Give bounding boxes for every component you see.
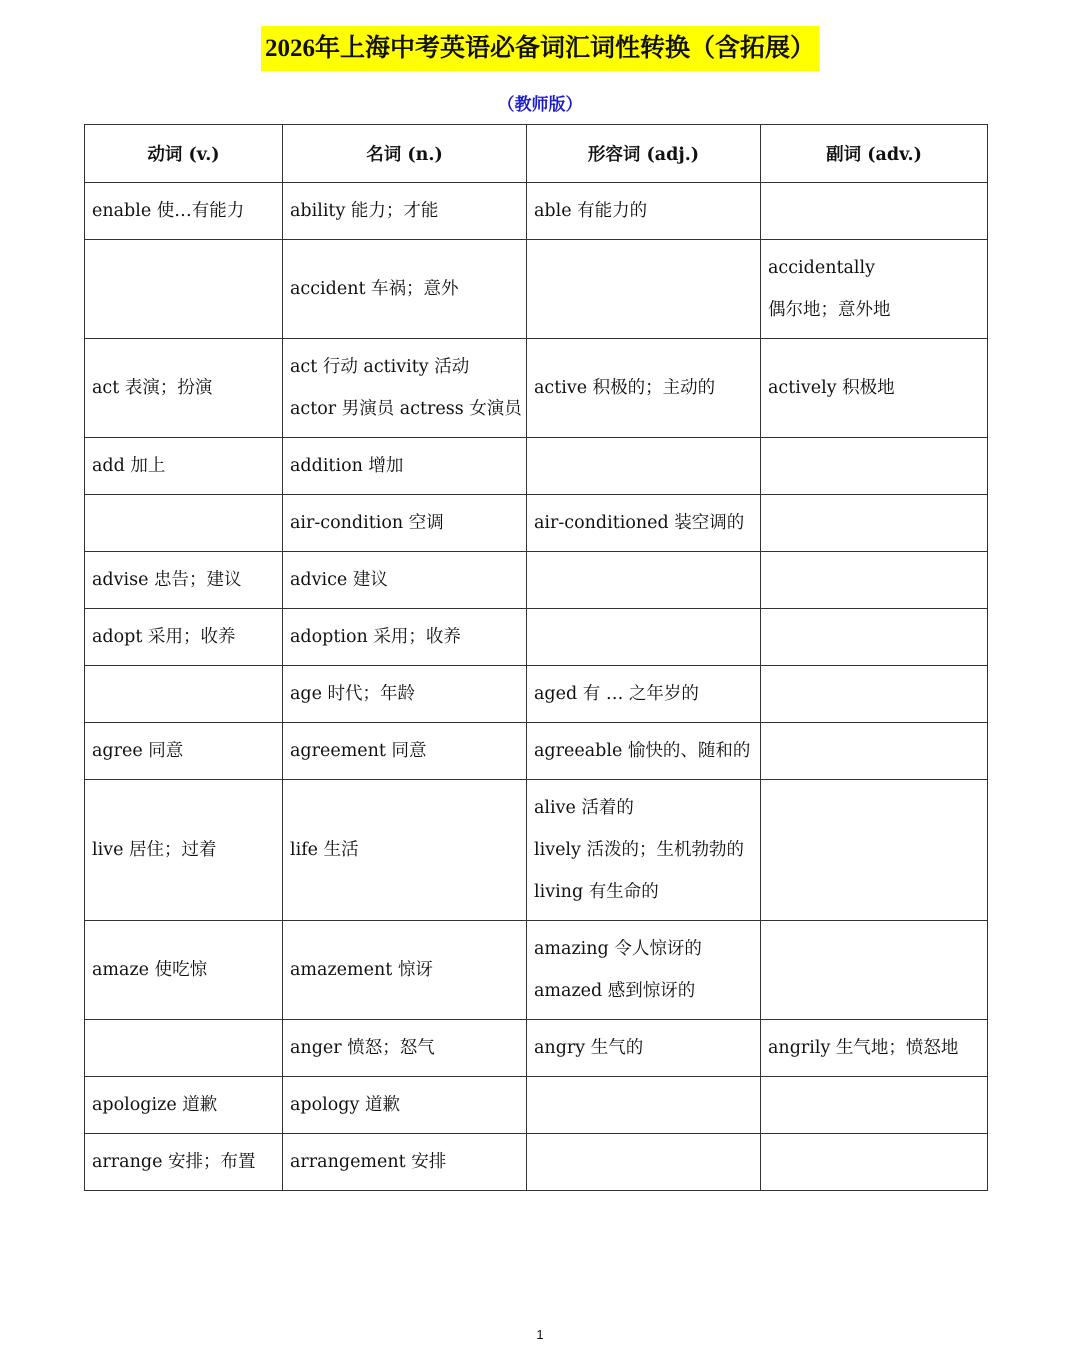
table-row xyxy=(85,1077,988,1134)
table-row xyxy=(85,552,988,609)
adverb-cell xyxy=(761,780,988,921)
adverb-cell xyxy=(761,240,988,339)
table-row xyxy=(85,339,988,438)
noun-entry: age 时代；年龄 xyxy=(290,684,416,704)
adverb-cell xyxy=(761,438,988,495)
table-header-row xyxy=(85,125,988,183)
table-row xyxy=(85,921,988,1020)
adjective-cell xyxy=(527,438,761,495)
adverb-cell xyxy=(761,552,988,609)
vocabulary-table xyxy=(84,124,988,1191)
noun-entry: agreement 同意 xyxy=(290,741,427,761)
verb-cell xyxy=(85,921,283,1020)
adjective-entry: amazed 感到惊讶的 xyxy=(534,981,696,1001)
adverb-entry: accidentally xyxy=(768,258,876,278)
noun-cell xyxy=(283,609,527,666)
adjective-entry: aged 有 … 之年岁的 xyxy=(534,684,699,704)
verb-entry: adopt 采用；收养 xyxy=(92,627,236,647)
noun-cell xyxy=(283,1020,527,1077)
verb-cell xyxy=(85,1020,283,1077)
adjective-entry: able 有能力的 xyxy=(534,201,648,221)
verb-entry: live 居住；过着 xyxy=(92,840,217,860)
noun-entry: life 生活 xyxy=(290,840,359,860)
adjective-cell xyxy=(527,339,761,438)
verb-cell xyxy=(85,1077,283,1134)
noun-entry: air-condition 空调 xyxy=(290,513,444,533)
adverb-cell xyxy=(761,609,988,666)
noun-cell xyxy=(283,780,527,921)
verb-cell xyxy=(85,723,283,780)
noun-cell xyxy=(283,1077,527,1134)
adverb-cell xyxy=(761,495,988,552)
table-row xyxy=(85,609,988,666)
table-row xyxy=(85,780,988,921)
adjective-entry: alive 活着的 xyxy=(534,798,634,818)
verb-entry: act 表演；扮演 xyxy=(92,378,213,398)
table-row xyxy=(85,1134,988,1191)
verb-cell xyxy=(85,240,283,339)
noun-entry: accident 车祸；意外 xyxy=(290,279,459,299)
noun-entry: ability 能力；才能 xyxy=(290,201,439,221)
title-text: 年上海中考英语必备词汇词性转换（含拓展） xyxy=(314,33,815,62)
noun-cell xyxy=(283,921,527,1020)
verb-entry: enable 使…有能力 xyxy=(92,201,245,221)
adverb-cell xyxy=(761,666,988,723)
table-body xyxy=(85,183,988,1191)
noun-cell xyxy=(283,723,527,780)
table-row xyxy=(85,495,988,552)
adverb-cell xyxy=(761,1134,988,1191)
noun-cell xyxy=(283,552,527,609)
verb-entry: amaze 使吃惊 xyxy=(92,960,208,980)
adjective-entry: angry 生气的 xyxy=(534,1038,644,1058)
adjective-entry: lively 活泼的；生机勃勃的 xyxy=(534,840,744,860)
verb-cell xyxy=(85,666,283,723)
verb-cell xyxy=(85,780,283,921)
adjective-entry: amazing 令人惊讶的 xyxy=(534,939,702,959)
adverb-entry: angrily 生气地；愤怒地 xyxy=(768,1038,959,1058)
noun-cell xyxy=(283,339,527,438)
verb-entry: advise 忠告；建议 xyxy=(92,570,242,590)
adjective-cell xyxy=(527,1077,761,1134)
noun-cell xyxy=(283,495,527,552)
header-noun: 名词 (n.) xyxy=(283,125,527,183)
document-subtitle: （教师版） xyxy=(497,95,583,115)
header-verb: 动词 (v.) xyxy=(85,125,283,183)
noun-cell xyxy=(283,1134,527,1191)
verb-entry: add 加上 xyxy=(92,456,166,476)
noun-cell xyxy=(283,438,527,495)
verb-cell xyxy=(85,438,283,495)
adjective-cell xyxy=(527,921,761,1020)
adjective-cell xyxy=(527,609,761,666)
adverb-entry: 偶尔地；意外地 xyxy=(768,300,891,320)
verb-entry: arrange 安排；布置 xyxy=(92,1152,256,1172)
noun-entry: apology 道歉 xyxy=(290,1095,400,1115)
adjective-entry: active 积极的；主动的 xyxy=(534,378,716,398)
header-adverb: 副词 (adv.) xyxy=(761,125,988,183)
table-row xyxy=(85,183,988,240)
adjective-cell xyxy=(527,1020,761,1077)
adjective-entry: air-conditioned 装空调的 xyxy=(534,513,745,533)
adverb-entry: actively 积极地 xyxy=(768,378,895,398)
verb-cell xyxy=(85,609,283,666)
table-row xyxy=(85,723,988,780)
adjective-cell xyxy=(527,552,761,609)
noun-cell xyxy=(283,183,527,240)
noun-entry: actor 男演员 actress 女演员 xyxy=(290,399,522,419)
verb-cell xyxy=(85,495,283,552)
verb-cell xyxy=(85,1134,283,1191)
adjective-entry: living 有生命的 xyxy=(534,882,659,902)
adjective-entry: agreeable 愉快的、随和的 xyxy=(534,741,751,761)
header-adjective: 形容词 (adj.) xyxy=(527,125,761,183)
page-number: 1 xyxy=(536,1327,544,1342)
adverb-cell xyxy=(761,921,988,1020)
adjective-cell xyxy=(527,240,761,339)
adverb-cell xyxy=(761,339,988,438)
noun-entry: adoption 采用；收养 xyxy=(290,627,461,647)
adjective-cell xyxy=(527,780,761,921)
adjective-cell xyxy=(527,666,761,723)
verb-cell xyxy=(85,339,283,438)
noun-cell xyxy=(283,240,527,339)
table-row xyxy=(85,240,988,339)
adverb-cell xyxy=(761,183,988,240)
noun-entry: addition 增加 xyxy=(290,456,404,476)
adjective-cell xyxy=(527,183,761,240)
adverb-cell xyxy=(761,1077,988,1134)
title-container xyxy=(0,26,1080,71)
verb-cell xyxy=(85,552,283,609)
noun-entry: arrangement 安排 xyxy=(290,1152,447,1172)
adjective-cell xyxy=(527,1134,761,1191)
verb-entry: apologize 道歉 xyxy=(92,1095,218,1115)
noun-entry: amazement 惊讶 xyxy=(290,960,433,980)
table-row xyxy=(85,1020,988,1077)
table-row xyxy=(85,666,988,723)
adjective-cell xyxy=(527,723,761,780)
noun-entry: anger 愤怒；怒气 xyxy=(290,1038,435,1058)
verb-cell xyxy=(85,183,283,240)
table-row xyxy=(85,438,988,495)
adverb-cell xyxy=(761,723,988,780)
noun-cell xyxy=(283,666,527,723)
noun-entry: act 行动 activity 活动 xyxy=(290,357,470,377)
adjective-cell xyxy=(527,495,761,552)
verb-entry: agree 同意 xyxy=(92,741,184,761)
adverb-cell xyxy=(761,1020,988,1077)
document-title xyxy=(261,26,819,71)
title-year: 2026 xyxy=(264,35,315,62)
noun-entry: advice 建议 xyxy=(290,570,388,590)
